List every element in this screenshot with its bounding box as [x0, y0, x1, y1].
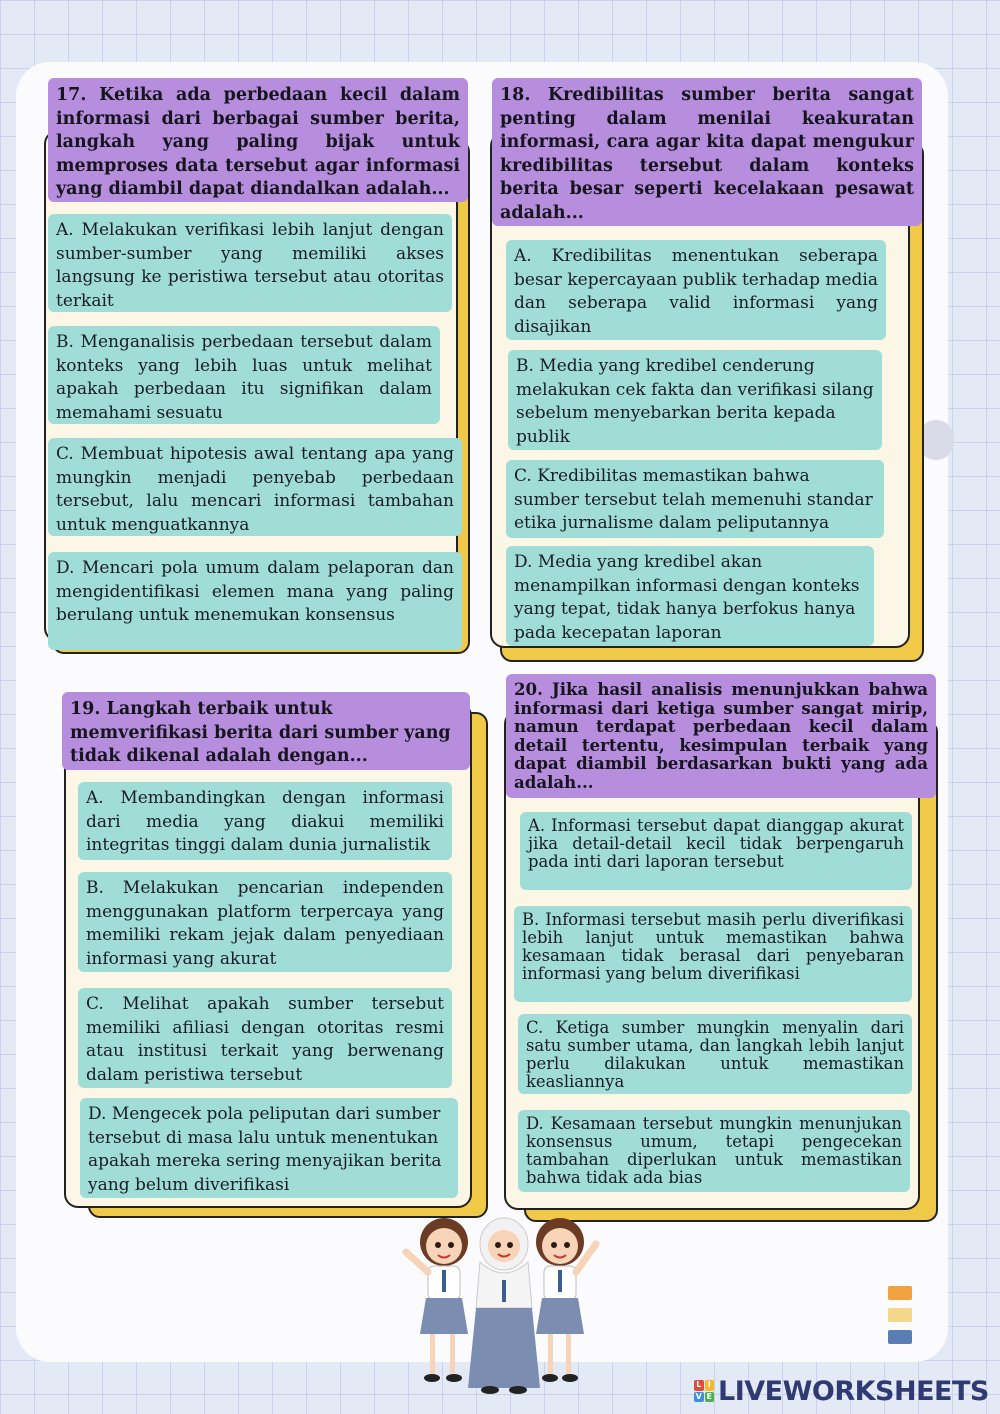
decor-square-blue	[888, 1330, 912, 1344]
option-d[interactable]: D. Kesamaan tersebut mungkin menunjukan konsensus umum, tetapi pengecekan tambahan diperlukan untuk memastikan bahwa tidak ada bias	[518, 1110, 910, 1192]
student-middle	[468, 1218, 540, 1394]
option-c[interactable]: C. Kredibilitas memastikan bahwa sumber tersebut telah memenuhi standar etika jurnalisme dalam peliputannya	[506, 460, 884, 538]
option-a[interactable]: A. Melakukan verifikasi lebih lanjut dengan sumber-sumber yang memiliki akses langsung ke peristiwa tersebut atau otoritas terkait	[48, 214, 452, 312]
option-c[interactable]: C. Melihat apakah sumber tersebut memiliki afiliasi dengan otoritas resmi atau institusi terkait yang berwenang dalam peristiwa tersebut	[78, 988, 452, 1088]
option-b[interactable]: B. Media yang kredibel cenderung melakukan cek fakta dan verifikasi silang sebelum menyebarkan berita kepada publik	[508, 350, 882, 450]
question-text: 19. Langkah terbaik untuk memverifikasi berita dari sumber yang tidak dikenal adalah dengan...	[62, 692, 470, 770]
option-c[interactable]: C. Membuat hipotesis awal tentang apa yang mungkin menjadi penyebab perbedaan tersebut, lalu mencari informasi tambahan untuk menguatkannya	[48, 438, 462, 536]
logo-letter: V	[695, 1391, 702, 1401]
option-a[interactable]: A. Kredibilitas menentukan seberapa besar kepercayaan publik terhadap media dan seberapa valid informasi yang disajikan	[506, 240, 886, 340]
decor-square-orange	[888, 1286, 912, 1300]
option-b[interactable]: B. Informasi tersebut masih perlu diverifikasi lebih lanjut untuk memastikan bahwa kesamaan tidak berasal dari penyebaran informasi yang belum diverifikasi	[514, 906, 912, 1002]
option-a[interactable]: A. Informasi tersebut dapat dianggap akurat jika detail-detail kecil tidak berpengaruh pada inti dari laporan tersebut	[520, 812, 912, 890]
logo-letter: I	[705, 1380, 715, 1391]
option-b[interactable]: B. Melakukan pencarian independen menggunakan platform terpercaya yang memiliki rekam jejak dalam penyediaan informasi yang akurat	[78, 872, 452, 972]
option-c[interactable]: C. Ketiga sumber mungkin menyalin dari satu sumber utama, dan langkah lebih lanjut perlu dilakukan untuk memastikan keasliannya	[518, 1014, 912, 1094]
student-left	[406, 1218, 468, 1382]
logo-letter: E	[705, 1392, 715, 1403]
question-text: 18. Kredibilitas sumber berita sangat penting dalam menilai keakuratan informasi, cara agar kita dapat mengukur kredibilitas tersebut dalam konteks berita besar seperti kecelakaan pesawat adalah...	[492, 78, 922, 226]
question-text: 20. Jika hasil analisis menunjukkan bahwa informasi dari ketiga sumber sangat mirip, namun terdapat perbedaan kecil dalam detail tertentu, kesimpulan terbaik yang dapat diambil berdasarkan bukti yang ada adalah...	[506, 674, 936, 798]
brand-name: LIVEWORKSHEETS	[718, 1375, 989, 1407]
option-d[interactable]: D. Mengecek pola peliputan dari sumber tersebut di masa lalu untuk menentukan apakah mereka sering menyajikan berita yang belum diverifikasi	[80, 1098, 458, 1198]
option-b[interactable]: B. Menganalisis perbedaan tersebut dalam konteks yang lebih luas untuk melihat apakah perbedaan itu signifikan dalam memahami sesuatu	[48, 326, 440, 424]
logo-letter: L	[694, 1380, 704, 1391]
student-right	[536, 1218, 596, 1382]
option-d[interactable]: D. Media yang kredibel akan menampilkan informasi dengan konteks yang tepat, tidak hanya berfokus hanya pada kecepatan laporan	[506, 546, 874, 646]
option-d[interactable]: D. Mencari pola umum dalam pelaporan dan mengidentifikasi elemen mana yang paling berulang untuk menemukan konsensus	[48, 552, 462, 650]
liveworksheets-logo[interactable]	[694, 1374, 989, 1408]
students-illustration	[398, 1212, 608, 1397]
option-a[interactable]: A. Membandingkan dengan informasi dari media yang diakui memiliki integritas tinggi dalam dunia jurnalistik	[78, 782, 452, 860]
logo-mark-icon	[694, 1380, 714, 1402]
question-text: 17. Ketika ada perbedaan kecil dalam informasi dari berbagai sumber berita, langkah yang paling bijak untuk memproses data tersebut agar informasi yang diambil dapat diandalkan adalah...	[48, 78, 468, 202]
decor-square-yellow	[888, 1308, 912, 1322]
